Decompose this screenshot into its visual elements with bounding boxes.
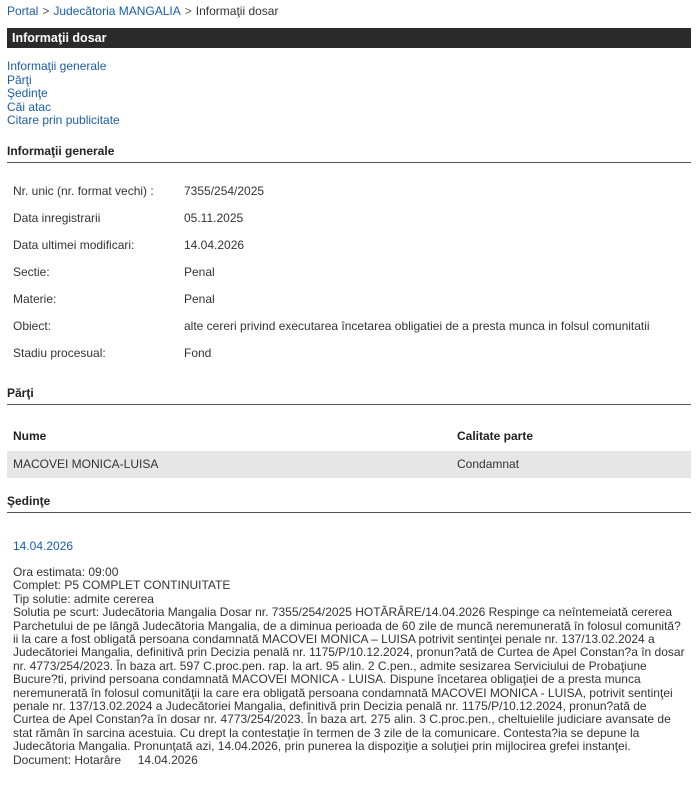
party-name: MACOVEI MONICA-LUISA [7,451,451,478]
info-row [13,319,650,346]
breadcrumb-separator: > [184,4,192,18]
info-value: Penal [184,265,215,279]
info-row [13,184,650,211]
info-row [13,292,650,319]
hearing-details [13,566,685,767]
section-heading-sedinte: Şedinţe [7,494,691,513]
info-value: Fond [184,346,212,360]
info-row [13,346,650,373]
nav-link-cai-atac[interactable]: Căi atac [7,99,52,114]
section-nav [7,60,120,128]
info-value: Penal [184,292,215,306]
info-label: Nr. unic (nr. format vechi) : [13,184,154,198]
table-header-row [7,426,691,451]
info-value: 14.04.2026 [184,238,245,252]
info-value: alte cereri privind executarea încetarea obligatiei de a presta munca in folsul comunitatii [184,319,650,333]
info-label: Materie: [13,292,57,306]
info-label: Stadiu procesual: [13,346,106,360]
info-value: 05.11.2025 [184,211,244,225]
nav-link-sedinte[interactable]: Şedinţe [7,86,48,100]
info-row [13,211,650,238]
parti-table [7,426,691,478]
page-title: Informaţii dosar [7,28,691,48]
table-row [7,451,691,478]
info-label: Sectie: [13,265,50,279]
column-header-calitate: Calitate parte [457,429,534,443]
hearing-time: Ora estimata: 09:00 [13,565,119,579]
hearing-panel: Complet: P5 COMPLET CONTINUITATE [13,578,231,593]
hearing-document: Document: Hotarâre 14.04.2026 [13,752,198,767]
breadcrumb-separator: > [42,4,50,18]
breadcrumb-portal-link[interactable]: Portal [7,4,39,18]
breadcrumb-court-link[interactable]: Judecătoria MANGALIA [53,4,181,18]
party-role: Condamnat [451,451,691,478]
breadcrumb-current: Informaţii dosar [195,4,279,18]
column-header-nume: Nume [13,429,47,443]
info-label: Data inregistrarii [13,211,101,225]
section-heading-general: Informaţii generale [7,144,691,163]
info-row [13,265,650,292]
hearing-solution-summary: Solutia pe scurt: Judecătoria Mangalia Dosar nr. 7355/254/2025 HOTĂRÂRE/14.04.2026 Respinge ca neîntemeiată cererea Parchetului de pe lângă Judecătoria Mangalia, de a diminua perioada de 60 zile de muncă neremunerată în folosul comunită?ii la care a fost obligată persoana condamnată MACOVEI MONICA – LUISA potrivit sentinţei penale nr. 137/13.02.2024 a Judecătoriei Mangalia, definitivă prin Decizia penală nr. 1175/P/10.12.2024, pronun?ată de Curtea de Apel Constan?a în dosar nr. 4773/254/2023. În baza art. 597 C.proc.pen. rap. la art. 95 alin. 2 C.pen., admite sesizarea Serviciului de Probaţiune Bucure?ti, privind persoana condamnată MACOVEI MONICA - LUISA. Dispune încetarea obligaţiei de a presta munca neremunerată în folosul comunităţii la care era obligată persoana condamnată MACOVEI MONICA - LUISA, potrivit sentinţei penale nr. 137/13.02.2024 a Judecătoriei Mangalia, definitivă prin Decizia penală nr. 1175/P/10.12.2024, pronun?ată de Curtea de Apel Constan?a în dosar nr. 4773/254/2023. În baza art. 275 alin. 3 C.proc.pen., cheltuielile judiciare avansate de stat rămân în sarcina acestuia. Cu drept la contestaţie în termen de 3 zile de la comunicare. Contesta?ia se depune la Judecătoria Mangalia. Pronunţată azi, 14.04.2026, prin punerea la dispoziţie a soluţiei prin mijlocirea grefei instanţei. [13,605,685,754]
section-heading-parti: Părţi [7,386,691,405]
nav-link-informatii-generale[interactable]: Informaţii generale [7,59,107,73]
hearing-date: 14.04.2026 [13,539,74,553]
hearing-solution-type: Tip solutie: admite cererea [13,591,154,606]
general-info-table [13,184,650,373]
breadcrumb [7,4,278,18]
nav-link-citare[interactable]: Citare prin publicitate [7,113,120,127]
info-row [13,238,650,265]
info-value: 7355/254/2025 [184,184,265,198]
nav-link-parti[interactable]: Părţi [7,72,32,87]
info-label: Data ultimei modificari: [13,238,135,252]
info-label: Obiect: [13,319,52,333]
